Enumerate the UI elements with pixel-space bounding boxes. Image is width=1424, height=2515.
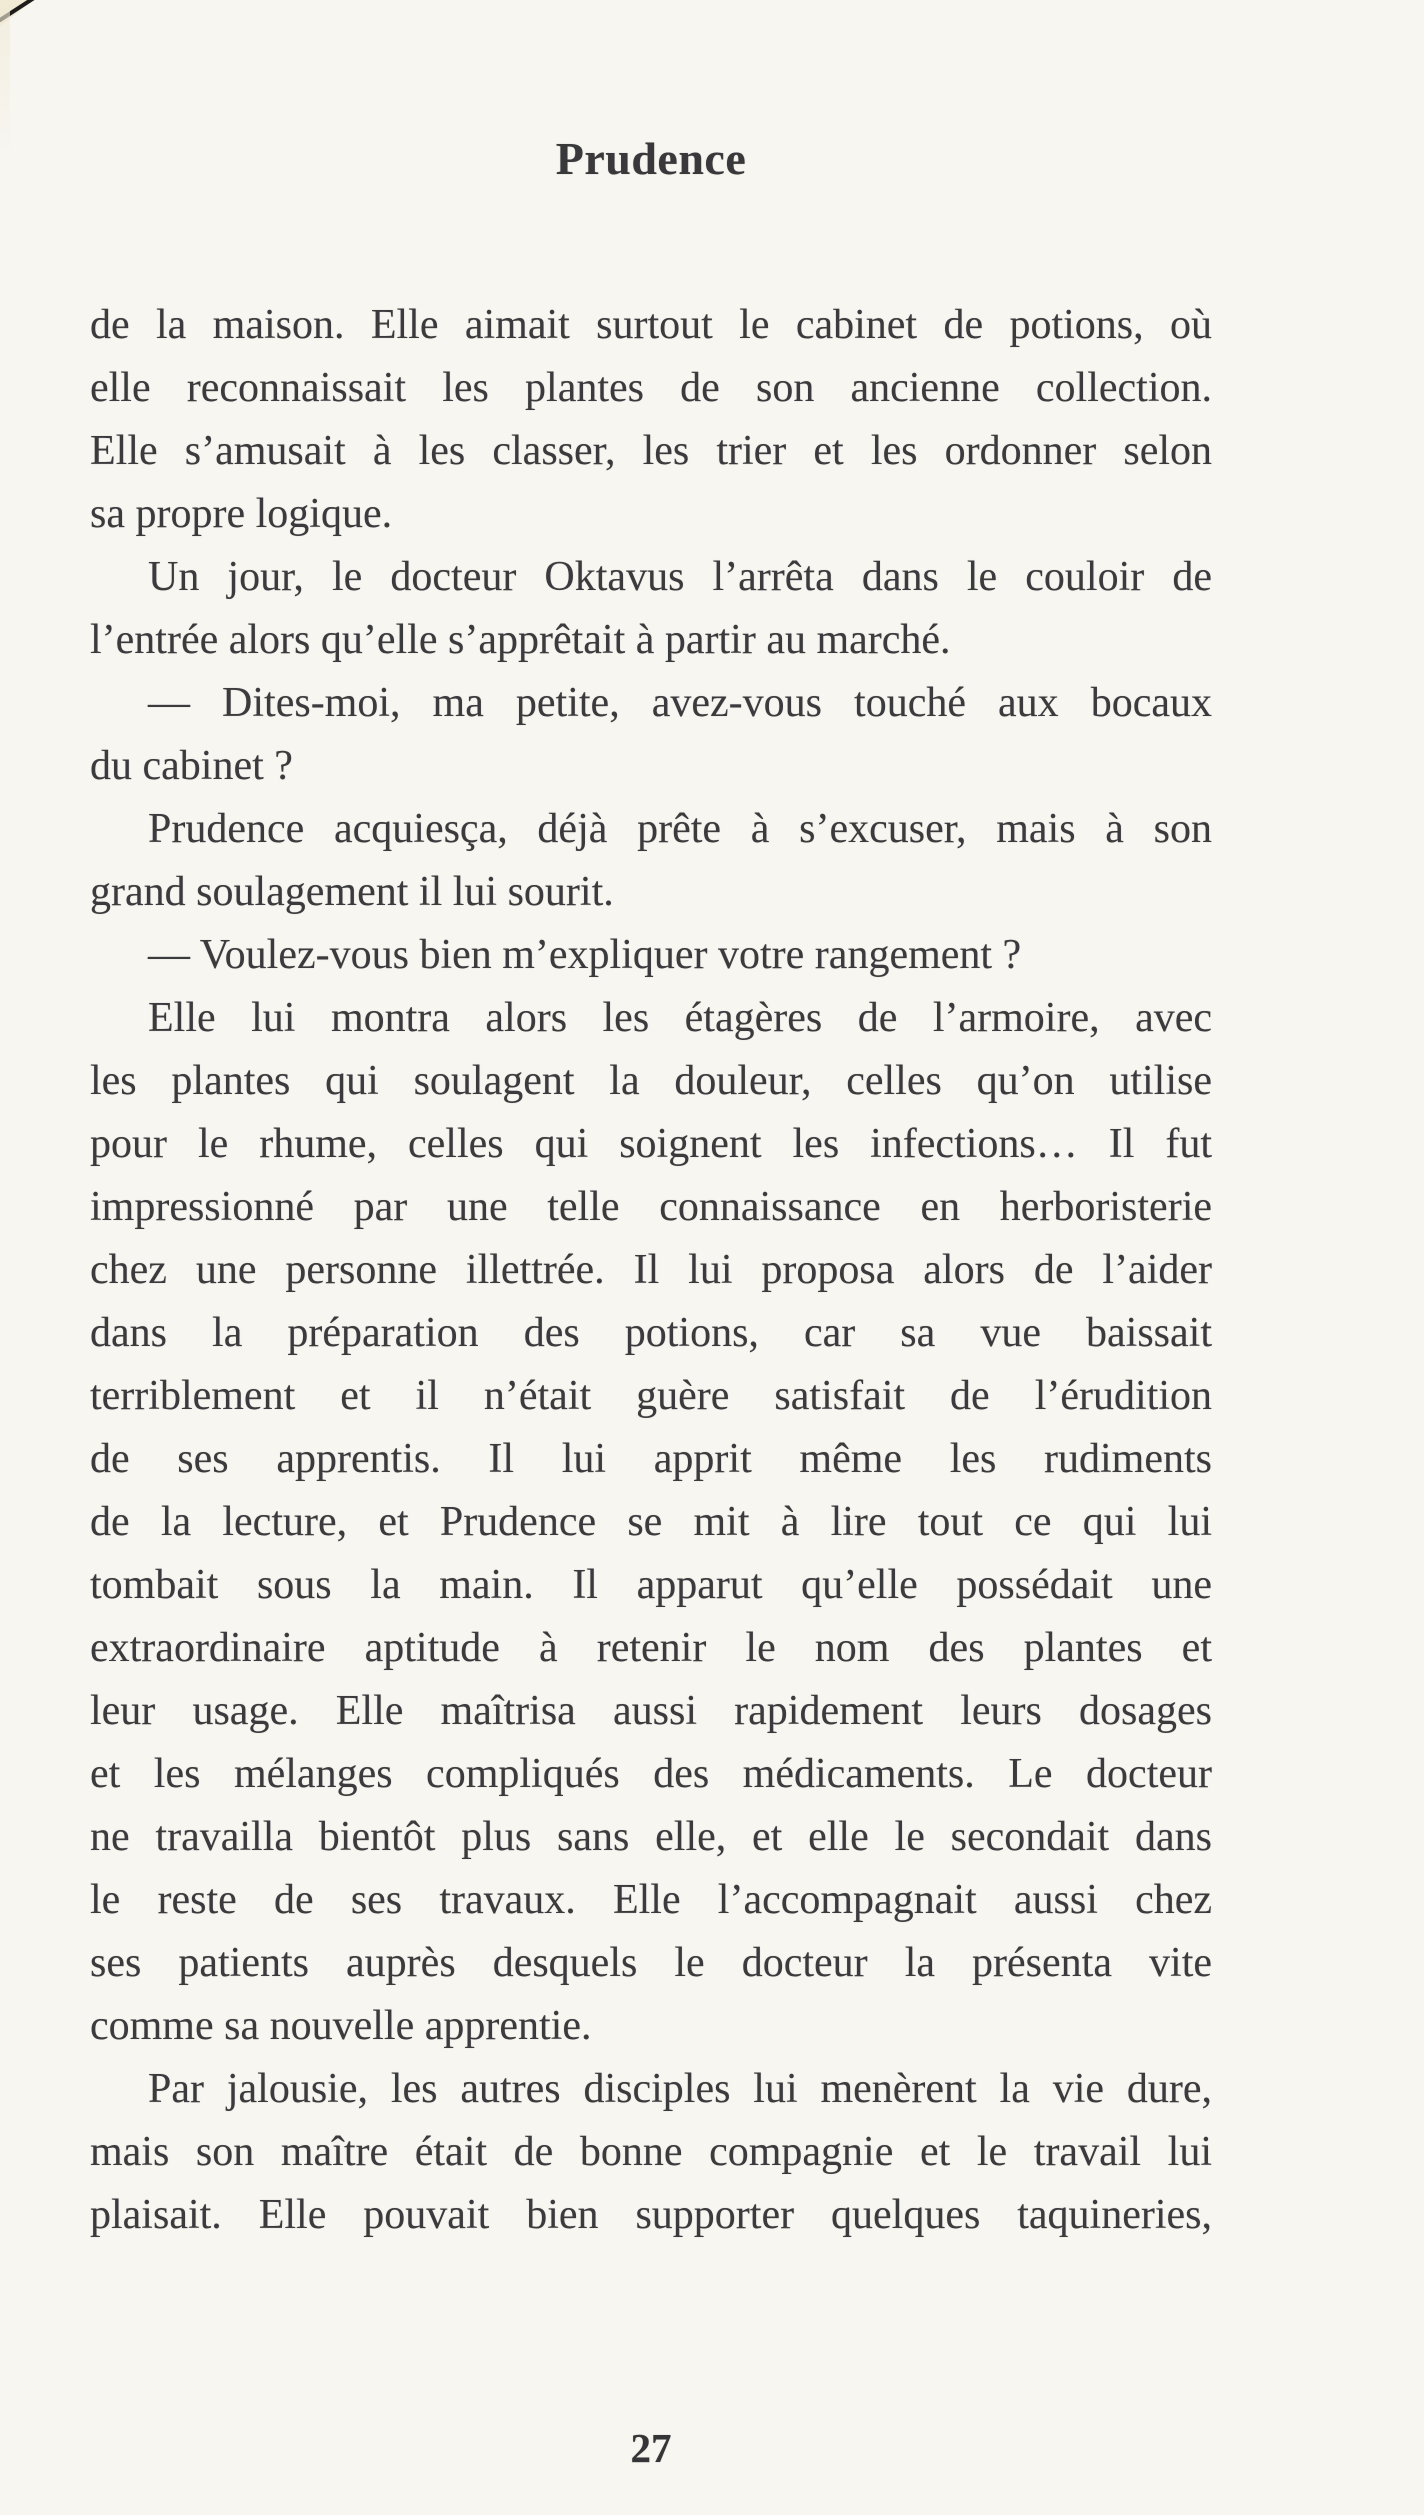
text-line: Prudence acquiesça, déjà prête à s’excuser, mais à son	[148, 806, 1212, 852]
text-line: impressionné par une telle connaissance en herboristerie	[90, 1184, 1212, 1230]
running-header: Prudence	[555, 133, 747, 184]
text-line: Elle s’amusait à les classer, les trier et les ordonner selon	[90, 428, 1212, 474]
paragraph-dialogue	[90, 924, 1212, 987]
text-line: elle reconnaissait les plantes de son ancienne collection.	[90, 365, 1212, 411]
text-line: extraordinaire aptitude à retenir le nom des plantes et	[90, 1625, 1212, 1671]
text-line: leur usage. Elle maîtrisa aussi rapidement leurs dosages	[90, 1688, 1212, 1734]
text-line: l’entrée alors qu’elle s’apprêtait à partir au marché.	[90, 617, 951, 663]
text-line: de la lecture, et Prudence se mit à lire tout ce qui lui	[90, 1499, 1212, 1545]
paragraph-dialogue	[90, 672, 1212, 798]
text-line: le reste de ses travaux. Elle l’accompagnait aussi chez	[90, 1877, 1212, 1923]
text-line: ses patients auprès desquels le docteur la présenta vite	[90, 1940, 1212, 1986]
text-line: et les mélanges compliqués des médicaments. Le docteur	[90, 1751, 1212, 1797]
text-line: pour le rhume, celles qui soignent les infections… Il fut	[90, 1121, 1212, 1167]
text-line: de la maison. Elle aimait surtout le cabinet de potions, où	[90, 302, 1212, 348]
text-line: — Voulez-vous bien m’expliquer votre rangement ?	[148, 932, 1022, 978]
text-line: de ses apprentis. Il lui apprit même les rudiments	[90, 1436, 1212, 1482]
page-number: 27	[630, 2425, 672, 2471]
text-line: du cabinet ?	[90, 743, 293, 789]
text-line: sa propre logique.	[90, 491, 393, 537]
text-line: — Dites-moi, ma petite, avez-vous touché aux bocaux	[148, 680, 1212, 726]
text-line: ne travailla bientôt plus sans elle, et elle le secondait dans	[90, 1814, 1212, 1860]
text-line: plaisait. Elle pouvait bien supporter quelques taquineries,	[90, 2192, 1212, 2238]
text-line: grand soulagement il lui sourit.	[90, 869, 614, 915]
paragraph	[90, 798, 1212, 924]
paragraph	[90, 546, 1212, 672]
body-text	[90, 294, 1212, 2247]
text-line: Par jalousie, les autres disciples lui menèrent la vie dure,	[148, 2066, 1212, 2112]
text-line: les plantes qui soulagent la douleur, celles qu’on utilise	[90, 1058, 1212, 1104]
paragraph	[90, 2058, 1212, 2247]
paragraph	[90, 987, 1212, 2058]
text-line: chez une personne illettrée. Il lui proposa alors de l’aider	[90, 1247, 1212, 1293]
text-line: mais son maître était de bonne compagnie et le travail lui	[90, 2129, 1212, 2175]
text-line: comme sa nouvelle apprentie.	[90, 2003, 592, 2049]
paragraph	[90, 294, 1212, 546]
scan-edge-shading	[0, 0, 10, 160]
text-line: Un jour, le docteur Oktavus l’arrêta dans le couloir de	[148, 554, 1212, 600]
text-line: terriblement et il n’était guère satisfait de l’érudition	[90, 1373, 1212, 1419]
text-line: Elle lui montra alors les étagères de l’armoire, avec	[148, 995, 1212, 1041]
text-line: tombait sous la main. Il apparut qu’elle possédait une	[90, 1562, 1212, 1608]
text-line: dans la préparation des potions, car sa vue baissait	[90, 1310, 1212, 1356]
